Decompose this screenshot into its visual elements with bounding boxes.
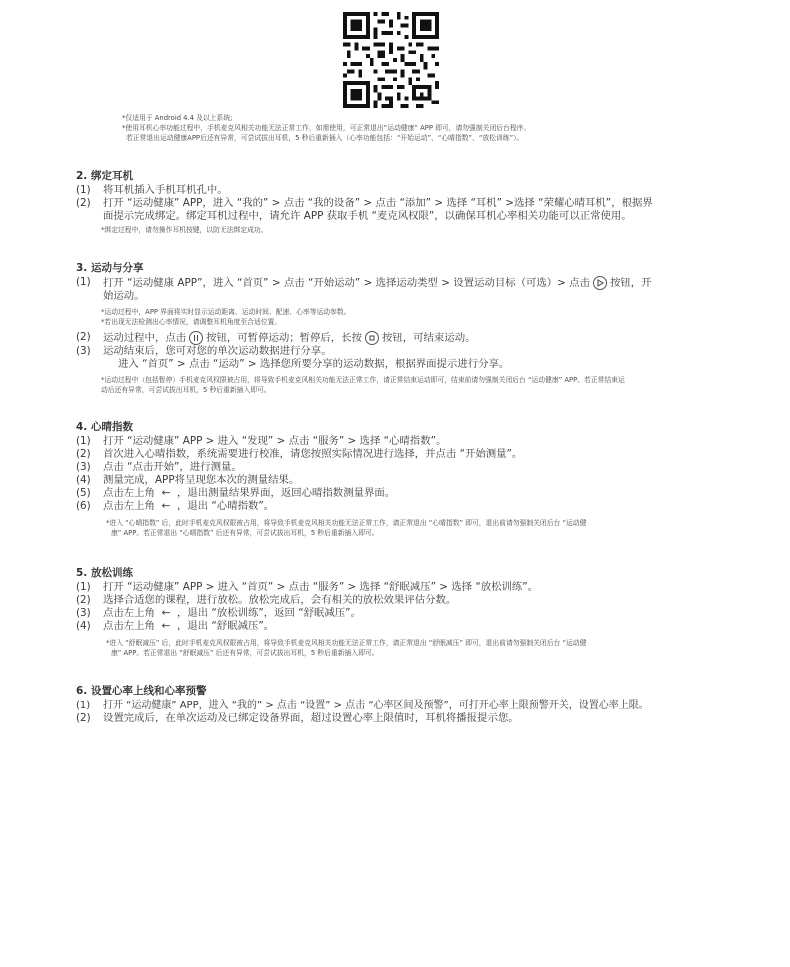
step-number: (4) [76, 474, 91, 486]
step-text: ，退出 “心晴指数”。 [176, 500, 275, 512]
step [76, 184, 726, 197]
step-number: (1) [76, 581, 91, 593]
section-title: 2. 绑定耳机 [76, 170, 133, 182]
note-android: *仅适用于 Android 4.4 及以上系统; [122, 114, 233, 122]
step [76, 712, 776, 725]
step-text: 打开 “运动健康” APP > 进入 “首页” > 点击 “服务” > 选择 “舒眠减压” > 选择 “放松训练”。 [103, 581, 539, 593]
step-text: 运动结束后，您可对您的单次运动数据进行分享。 [103, 345, 332, 357]
step-number: (1) [76, 184, 91, 196]
pause-icon [189, 331, 203, 345]
step [76, 474, 726, 487]
section-workout-share [76, 261, 726, 395]
step-text: 运动过程中，点击 [103, 332, 187, 344]
step [76, 699, 776, 712]
step [76, 331, 726, 345]
step-text: 按钮，开 [609, 277, 652, 289]
back-arrow-icon: ← [161, 500, 171, 512]
back-arrow-icon: ← [161, 487, 171, 499]
step-number: (5) [76, 487, 91, 499]
step-text: ，退出测量结果界面，返回心晴指数测量界面。 [176, 487, 396, 499]
qr-code [343, 12, 439, 108]
step-text: 点击左上角 [103, 607, 155, 619]
section-relax-training [76, 566, 726, 658]
step-text-cont: 始运动。 [103, 290, 145, 302]
step-text: 按钮，可暂停运动；暂停后，长按 [206, 332, 362, 344]
step-number: (6) [76, 500, 91, 512]
step [76, 461, 726, 474]
step-number: (2) [76, 331, 91, 343]
section-note: *绑定过程中，请勿操作耳机按键，以防无法绑定成功。 [101, 226, 268, 234]
step-number: (2) [76, 712, 91, 724]
step-number: (3) [76, 461, 91, 473]
step-number: (1) [76, 700, 91, 711]
step [76, 487, 726, 500]
section-note-cont: 康” APP。若正常退出 “舒眠减压” 后还有异常，可尝试拔出耳机，5 秒后重新插入即可。 [111, 649, 379, 657]
section-bind-earphones [76, 169, 726, 235]
note-retry: 若正常退出运动健康APP后还有异常，可尝试拔出耳机，5 秒后重新插入（心率功能包括：“开始运动”、“心晴指数”、“放松训练”）。 [126, 134, 524, 142]
section-title: 4. 心晴指数 [76, 421, 133, 433]
step-number: (4) [76, 620, 91, 632]
stop-icon [365, 331, 379, 345]
step [76, 581, 726, 594]
back-arrow-icon: ← [161, 620, 171, 632]
step-text: 设置完成后，在单次运动及已绑定设备界面，超过设置心率上限值时，耳机将播报提示您。 [103, 712, 519, 724]
step-text: ，退出 “舒眠减压”。 [176, 620, 275, 632]
step-text: 测量完成，APP将呈现您本次的测量结果。 [103, 474, 300, 486]
note-mic: *使用耳机心率功能过程中，手机麦克风相关功能无法正常工作，如需使用，可正常退出“运动健康” APP 即可，请勿强制关闭后台程序。 [122, 124, 531, 132]
step [76, 448, 726, 461]
step-number: (2) [76, 197, 91, 209]
step-text: 点击左上角 [103, 487, 155, 499]
step-text: 打开 “运动健康” APP，进入 “我的” > 点击 “我的设备” > 点击 “添加” > 选择 “耳机” >选择 “荣耀心晴耳机”，根据界 [103, 197, 653, 209]
step-text: 打开 “运动健康” APP，进入 “我的” > 点击 “设置” > 点击 “心率区间及预警”，可打开心率上限预警开关，设置心率上限。 [103, 700, 649, 711]
step [76, 197, 726, 223]
step-number: (2) [76, 594, 91, 606]
step-text: 选择合适您的课程，进行放松。放松完成后，会有相关的放松效果评估分数。 [103, 594, 457, 606]
step-text-cont: 面提示完成绑定。绑定耳机过程中，请允许 APP 获取手机 “麦克风权限”，以确保耳机心率相关功能可以正常使用。 [103, 210, 632, 222]
step [76, 276, 726, 303]
step-number: (2) [76, 448, 91, 460]
step [76, 607, 726, 620]
step [76, 620, 726, 633]
step-number: (1) [76, 276, 91, 288]
step-text: ，退出 “放松训练”，返回 “舒眠减压”。 [176, 607, 361, 619]
step [76, 435, 726, 448]
step [76, 345, 726, 358]
step [76, 594, 726, 607]
section-note: *进入 “心晴指数” 后，此时手机麦克风权限被占用，将导致手机麦克风相关功能无法正常工作，请正常退出 “心晴指数” 即可，退出前请勿强制关闭后台 “运动健 [106, 519, 587, 527]
step-text: 打开 “运动健康” APP > 进入 “发现” > 点击 “服务” > 选择 “心晴指数”。 [103, 435, 447, 447]
step-text: 打开 “运动健康 APP”，进入 “首页” > 点击 “开始运动” > 选择运动类型 > 设置运动目标（可选）> 点击 [103, 277, 590, 289]
section-title: 5. 放松训练 [76, 567, 133, 579]
step-text: 点击左上角 [103, 500, 155, 512]
section-title: 3. 运动与分享 [76, 262, 144, 274]
section-note: *运动过程中（包括暂停）手机麦克风权限被占用，将导致手机麦克风相关功能无法正常工作，请正常结束运动即可，结束前请勿强制关闭后台 “运动健康” APP。若正常结束运 [101, 376, 625, 384]
step [76, 500, 726, 513]
section-note: *若出现无法检测出心率情况，请调整耳机角度至合适位置。 [101, 318, 282, 326]
section-title: 6. 设置心率上线和心率预警 [76, 685, 207, 697]
section-note: *进入 “舒眠减压” 后，此时手机麦克风权限被占用，将导致手机麦克风相关功能无法正常工作，请正常退出 “舒眠减压” 即可，退出前请勿强制关闭后台 “运动健 [106, 639, 587, 647]
step-text: 按钮，可结束运动。 [381, 332, 476, 344]
section-note-cont: 动后还有异常，可尝试拔出耳机，5 秒后重新插入即可。 [101, 386, 271, 394]
step-number: (3) [76, 607, 91, 619]
compatibility-notes [122, 113, 722, 143]
step-text: 首次进入心晴指数，系统需要进行校准，请您按照实际情况进行选择，并点击 “开始测量”。 [103, 448, 523, 460]
section-note-cont: 康” APP。若正常退出 “心晴指数” 后还有异常，可尝试拔出耳机，5 秒后重新插入即可。 [111, 529, 379, 537]
section-mood-index [76, 420, 726, 538]
section-heart-rate-alert [76, 684, 776, 725]
back-arrow-icon: ← [161, 607, 171, 619]
play-icon [593, 276, 607, 290]
step-number: (1) [76, 435, 91, 447]
step-subtext: 进入 “首页” > 点击 “运动” > 选择您所要分享的运动数据，根据界面提示进行分享。 [118, 358, 510, 370]
step-number: (3) [76, 345, 91, 357]
step-text: 点击左上角 [103, 620, 155, 632]
step-text: 将耳机插入手机耳机孔中。 [103, 184, 228, 196]
section-note: *运动过程中，APP 界面将实时显示运动距离、运动时间、配速、心率等运动参数。 [101, 308, 351, 316]
step-text: 点击 “点击开始”，进行测量。 [103, 461, 242, 473]
